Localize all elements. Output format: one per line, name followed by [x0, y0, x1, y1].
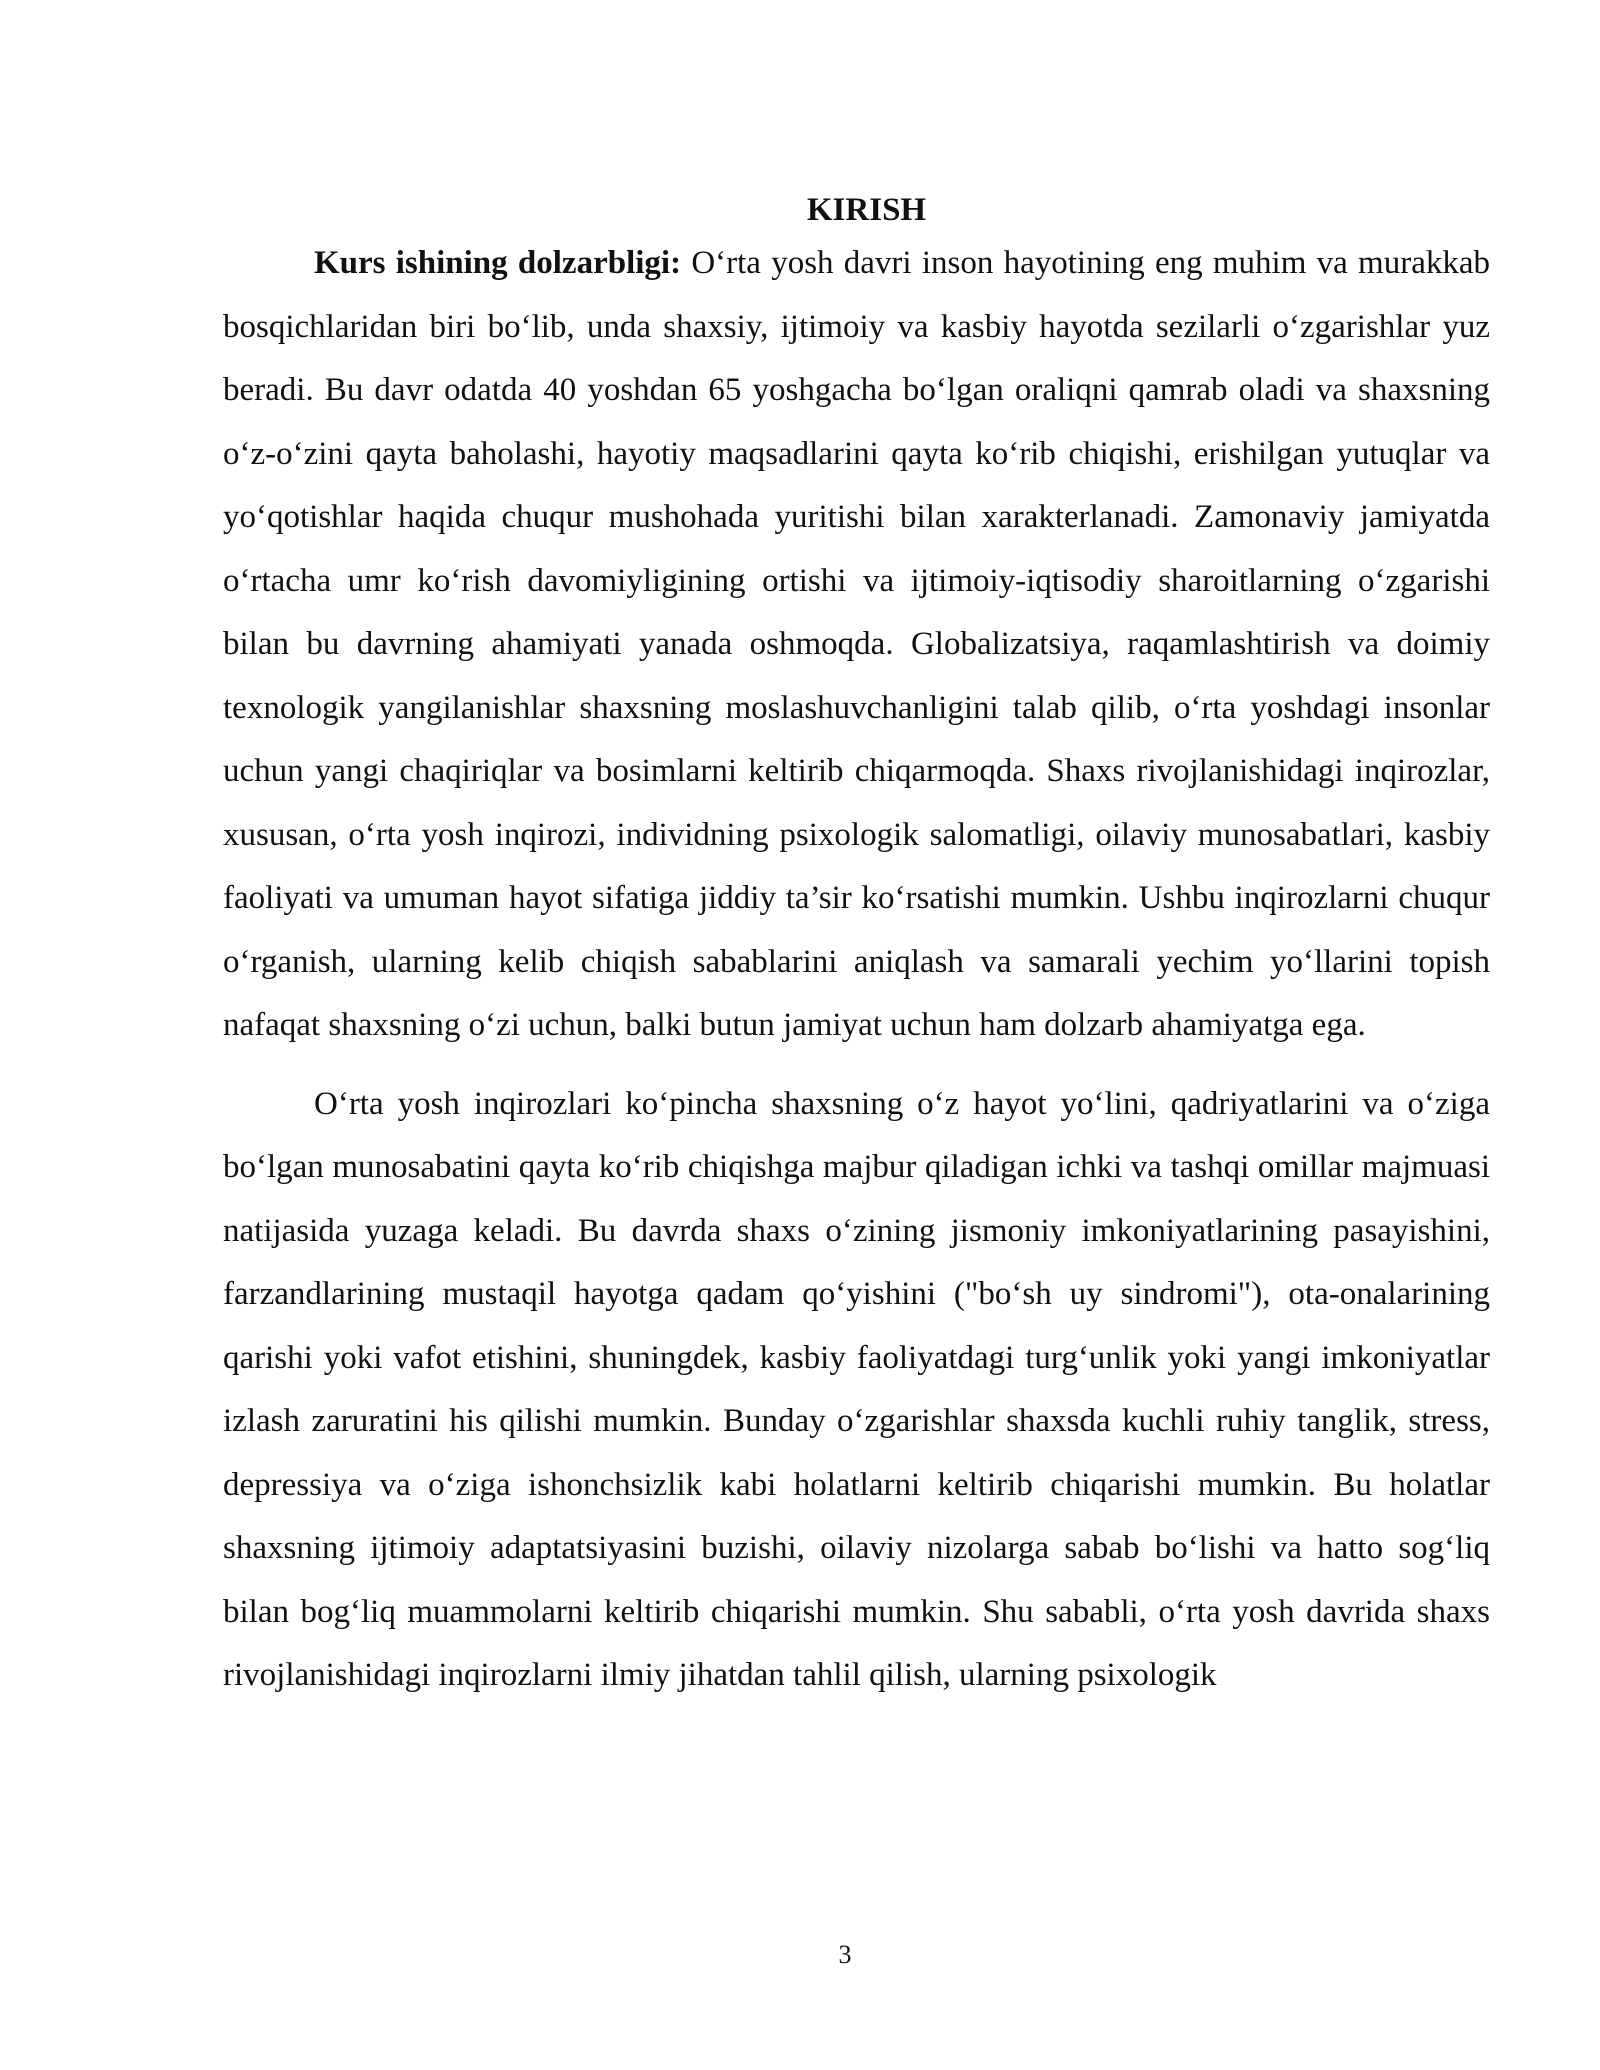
- page-content: [223, 188, 1490, 1708]
- paragraph-relevance: [223, 232, 1490, 1058]
- paragraph-lead: Kurs ishining dolzarbligi:: [314, 245, 682, 281]
- page-number: 3: [838, 1940, 852, 1969]
- section-title: KIRISH: [806, 192, 927, 228]
- paragraph-body: O‘rta yosh davri inson hayotining eng muhim va murakkab bosqichlaridan biri bo‘lib, unda shaxsiy, ijtimoiy va kasbiy hayotda sezilarli o‘zgarishlar yuz beradi. Bu davr odatda 40 yoshdan 65 yoshgacha bo‘lgan oraliqni qamrab oladi va shaxsning o‘z-o‘zini qayta baholashi, hayotiy maqsadlarini qayta ko‘rib chiqishi, erishilgan yutuqlar va yo‘qotishlar haqida chuqur mushohada yuritishi bilan xarakterlanadi. Zamonaviy jamiyatda o‘rtacha umr ko‘rish davomiyligining ortishi va ijtimoiy-iqtisodiy sharoitlarning o‘zgarishi bilan bu davrning ahamiyati yanada oshmoqda. Globalizatsiya, raqamlashtirish va doimiy texnologik yangilanishlar shaxsning moslashuvchanligini talab qilib, o‘rta yoshdagi insonlar uchun yangi chaqiriqlar va bosimlarni keltirib chiqarmoqda. Shaxs rivojlanishidagi inqirozlar, xususan, o‘rta yosh inqirozi, individning psixologik salomatligi, oilaviy munosabatlari, kasbiy faoliyati va umuman hayot sifatiga jiddiy ta’sir ko‘rsatishi mumkin. Ushbu inqirozlarni chuqur o‘rganish, ularning kelib chiqish sabablarini aniqlash va samarali yechim yo‘llarini topish nafaqat shaxsning o‘zi uchun, balki butun jamiyat uchun ham dolzarb ahamiyatga ega.: [223, 245, 1490, 1043]
- paragraph-crises: O‘rta yosh inqirozlari ko‘pincha shaxsning o‘z hayot yo‘lini, qadriyatlarini va o‘ziga bo‘lgan munosabatini qayta ko‘rib chiqishga majbur qiladigan ichki va tashqi omillar majmuasi natijasida yuzaga keladi. Bu davrda shaxs o‘zining jismoniy imkoniyatlarining pasayishini, farzandlarining mustaqil hayotga qadam qo‘yishini ("bo‘sh uy sindromi"), ota-onalarining qarishi yoki vafot etishini, shuningdek, kasbiy faoliyatdagi turg‘unlik yoki yangi imkoniyatlar izlash zaruratini his qilishi mumkin. Bunday o‘zgarishlar shaxsda kuchli ruhiy tanglik, stress, depressiya va o‘ziga ishonchsizlik kabi holatlarni keltirib chiqarishi mumkin. Bu holatlar shaxsning ijtimoiy adaptatsiyasini buzishi, oilaviy nizolarga sabab bo‘lishi va hatto sog‘liq bilan bog‘liq muammolarni keltirib chiqarishi mumkin. Shu sababli, o‘rta yosh davrida shaxs rivojlanishidagi inqirozlarni ilmiy jihatdan tahlil qilish, ularning psixologik: [223, 1085, 1490, 1693]
